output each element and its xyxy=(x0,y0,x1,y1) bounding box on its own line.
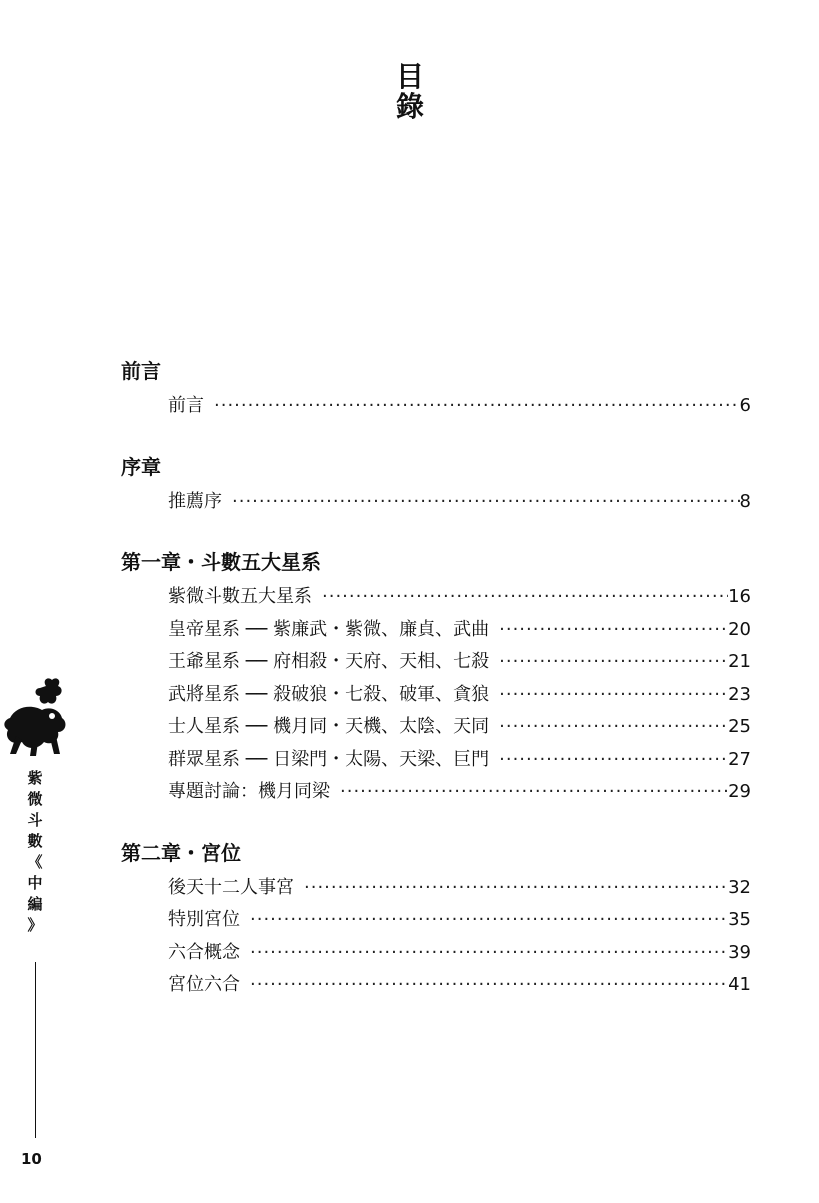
entry-page-number: 41 xyxy=(728,974,751,995)
section-title: 第一章・斗數五大星系 xyxy=(121,550,321,574)
dot-leader xyxy=(232,486,740,519)
dot-leader xyxy=(250,904,728,937)
book-title-char: 微 xyxy=(27,790,43,808)
dot-leader xyxy=(499,744,728,777)
book-title-char: 編 xyxy=(27,895,43,913)
entry-label: 群眾星系 ── 日梁門・太陽、天梁、巨門 xyxy=(168,748,490,770)
entry-page-number: 16 xyxy=(728,586,751,607)
entry-label: 王爺星系 ── 府相殺・天府、天相、七殺 xyxy=(168,651,490,672)
dot-leader xyxy=(322,581,728,614)
toc-section xyxy=(121,356,751,423)
entry-page-number: 20 xyxy=(728,618,751,640)
dot-leader xyxy=(340,776,728,809)
dot-leader xyxy=(499,646,728,679)
toc-entry xyxy=(168,486,751,519)
entry-page-number: 35 xyxy=(728,909,751,930)
title-char: 目 xyxy=(395,60,424,93)
book-title-char: 紫 xyxy=(27,769,43,787)
entry-label: 前言 xyxy=(168,395,204,416)
entry-label: 推薦序 xyxy=(168,490,222,512)
entry-page-number: 39 xyxy=(728,941,751,963)
entry-page-number: 6 xyxy=(739,395,751,416)
table-of-contents xyxy=(121,356,751,1031)
entry-page-number: 27 xyxy=(728,748,751,770)
book-title-char: 中 xyxy=(27,874,43,892)
page-title xyxy=(390,62,430,122)
entry-page-number: 23 xyxy=(728,683,751,705)
title-char: 錄 xyxy=(395,90,424,123)
toc-section xyxy=(121,838,751,1002)
qilin-emblem-icon xyxy=(2,676,70,756)
toc-entry xyxy=(168,904,751,937)
toc-entry xyxy=(168,969,751,1002)
entry-label: 專題討論：機月同梁 xyxy=(168,781,330,802)
page-number: 10 xyxy=(21,1150,42,1168)
toc-entry xyxy=(168,581,751,614)
toc-entry xyxy=(168,646,751,679)
entry-label: 皇帝星系 ── 紫廉武・紫微、廉貞、武曲 xyxy=(168,618,490,640)
toc-entry xyxy=(168,711,751,744)
divider-line xyxy=(35,962,36,1138)
section-title: 序章 xyxy=(121,454,161,479)
dot-leader xyxy=(499,679,728,712)
book-title-vertical xyxy=(22,768,48,936)
toc-section xyxy=(121,547,751,809)
entry-label: 宮位六合 xyxy=(168,974,240,995)
book-title-char: 數 xyxy=(27,832,43,850)
toc-entry xyxy=(168,390,751,423)
book-title-char: 《 xyxy=(27,853,43,871)
book-title-char: 》 xyxy=(27,916,43,934)
toc-entry xyxy=(168,614,751,647)
toc-entry xyxy=(168,937,751,970)
section-title: 第二章・宮位 xyxy=(121,840,241,865)
entry-page-number: 29 xyxy=(728,781,751,802)
book-title-char: 斗 xyxy=(27,811,43,829)
entry-page-number: 21 xyxy=(728,651,751,672)
toc-entry xyxy=(168,744,751,777)
entry-label: 後天十二人事宮 xyxy=(168,876,294,898)
dot-leader xyxy=(250,937,728,970)
entry-label: 士人星系 ── 機月同・天機、太陰、天同 xyxy=(168,716,490,737)
toc-entry xyxy=(168,679,751,712)
dot-leader xyxy=(304,872,728,905)
dot-leader xyxy=(499,614,728,647)
entry-page-number: 25 xyxy=(728,716,751,737)
dot-leader xyxy=(499,711,728,744)
entry-label: 特別宮位 xyxy=(168,909,240,930)
entry-page-number: 32 xyxy=(728,876,751,898)
entry-label: 武將星系 ── 殺破狼・七殺、破軍、貪狼 xyxy=(168,683,490,705)
toc-section xyxy=(121,452,751,519)
dot-leader xyxy=(214,390,740,423)
entry-label: 紫微斗數五大星系 xyxy=(168,586,312,607)
toc-entry xyxy=(168,776,751,809)
dot-leader xyxy=(250,969,728,1002)
section-title: 前言 xyxy=(121,359,161,383)
entry-page-number: 8 xyxy=(739,490,751,512)
toc-entry xyxy=(168,872,751,905)
entry-label: 六合概念 xyxy=(168,941,240,963)
